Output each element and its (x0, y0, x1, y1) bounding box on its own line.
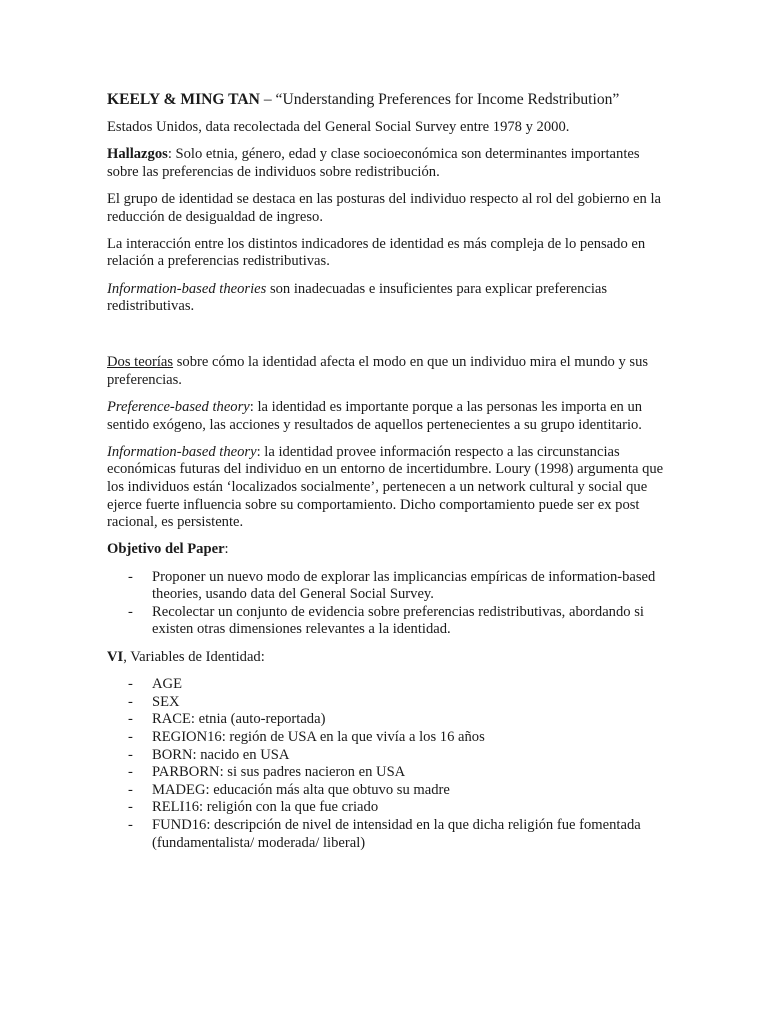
dash-bullet: - (128, 603, 133, 620)
list-item (107, 747, 667, 765)
two-theories-heading: Dos teorías (107, 354, 174, 371)
preference-theory-term: Preference-based theory (107, 399, 250, 416)
dash-bullet: - (128, 816, 133, 833)
information-theories-paragraph (107, 281, 667, 316)
variable-item-text: RACE: etnia (auto-reportada) (152, 711, 326, 728)
preference-theory-text: : la identidad es importante porque a las personas les importa en un sentido exógeno, las acciones y resultados de aquellos pertenecientes a su grupo identitario. (107, 399, 643, 433)
variables-label: VI (107, 649, 124, 665)
two-theories-paragraph (107, 354, 667, 389)
list-item (107, 729, 667, 747)
variable-item-text: AGE (152, 676, 182, 693)
variable-item-text: RELI16: religión con la que fue criado (152, 799, 379, 816)
list-item (107, 764, 667, 782)
section-spacer (107, 325, 667, 354)
information-theory-paragraph (107, 444, 667, 532)
variable-item-text: PARBORN: si sus padres nacieron en USA (152, 764, 406, 781)
dash-bullet: - (128, 728, 133, 745)
dash-bullet: - (128, 693, 133, 710)
objective-list (107, 569, 667, 639)
dash-bullet: - (128, 568, 133, 585)
objective-label: Objetivo del Paper (107, 541, 225, 558)
context-paragraph: Estados Unidos, data recolectada del General Social Survey entre 1978 y 2000. (107, 119, 570, 135)
group-identity-paragraph: El grupo de identidad se destaca en las posturas del individuo respecto al rol del gobierno en la reducción de desigualdad de ingreso. (107, 190, 661, 225)
information-theories-text: son inadecuadas e insuficientes para explicar preferencias redistributivas. (107, 280, 608, 315)
variables-heading (107, 649, 667, 667)
dash-bullet: - (128, 746, 133, 763)
variable-item-text: FUND16: descripción de nivel de intensidad en la que dicha religión fue fomentada (fundamentalista/ moderada/ liberal) (152, 816, 641, 851)
objective-item-text: Proponer un nuevo modo de explorar las implicancias empíricas de information-based theories, usando data del General Social Survey. (152, 568, 656, 603)
variable-item-text: MADEG: educación más alta que obtuvo su madre (152, 781, 450, 798)
objective-suffix: : (224, 541, 229, 558)
title-authors: KEELY & MING TAN (107, 91, 260, 108)
variable-item-text: BORN: nacido en USA (152, 746, 290, 763)
preference-theory-paragraph (107, 399, 667, 434)
list-item (107, 782, 667, 800)
objective-item-text: Recolectar un conjunto de evidencia sobre preferencias redistributivas, abordando si existen otras dimensiones relevantes a la identidad. (152, 603, 644, 638)
dash-bullet: - (128, 711, 133, 728)
interaction-paragraph: La interacción entre los distintos indicadores de identidad es más compleja de lo pensado en relación a preferencias redistributivas. (107, 235, 646, 270)
document-page (107, 90, 667, 862)
information-theory-text: : la identidad provee información respecto a las circunstancias económicas futuras del individuo en un entorno de incertidumbre. Loury (1998) argumenta que los individuos están ‘localizados socialmente’, pertenecen a un network cultural y social que ejerce fuerte influencia sobre su comportamiento. Dicho comportamiento puede ser ex post racional, es persistente. (107, 443, 664, 531)
list-item (107, 604, 667, 639)
list-item (107, 694, 667, 712)
list-item (107, 569, 667, 604)
findings-text: : Solo etnia, género, edad y clase socioeconómica son determinantes importantes sobre las preferencias de individuos sobre redistribución. (107, 146, 640, 180)
findings-paragraph (107, 146, 667, 181)
list-item (107, 817, 667, 852)
objective-heading (107, 541, 667, 559)
variable-item-text: SEX (152, 693, 180, 710)
variable-item-text: REGION16: región de USA en la que vivía a los 16 años (152, 728, 485, 745)
findings-label: Hallazgos (107, 146, 168, 163)
title-separator: – (259, 91, 276, 108)
dash-bullet: - (128, 764, 133, 781)
dash-bullet: - (128, 799, 133, 816)
dash-bullet: - (128, 781, 133, 798)
dash-bullet: - (128, 676, 133, 693)
list-item (107, 676, 667, 694)
document-title (107, 90, 667, 110)
list-item (107, 711, 667, 729)
title-paper: “Understanding Preferences for Income Redstribution” (275, 91, 620, 108)
two-theories-text: sobre cómo la identidad afecta el modo en que un individuo mira el mundo y sus preferencias. (107, 354, 649, 388)
list-item (107, 799, 667, 817)
variables-list (107, 676, 667, 852)
variables-suffix: , Variables de Identidad: (123, 649, 265, 665)
information-theory-term: Information-based theory (107, 443, 257, 460)
information-theories-term: Information-based theories (107, 280, 267, 297)
